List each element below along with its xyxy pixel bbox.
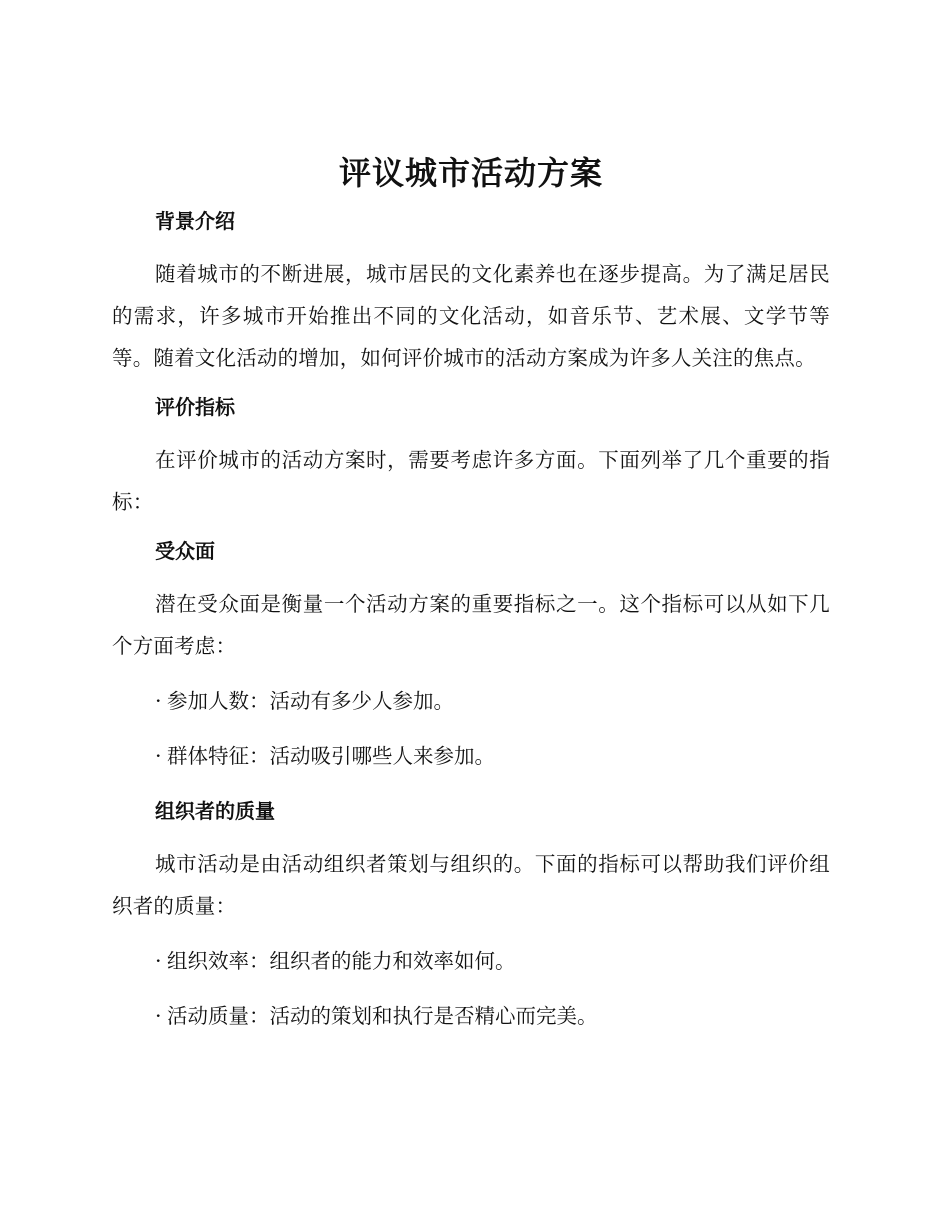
list-item	[112, 1002, 830, 1030]
section-heading-criteria: 评价指标	[155, 395, 235, 419]
list-item-text: 活动质量：活动的策划和执行是否精心而完美。	[167, 1004, 598, 1028]
bullet-icon: ·	[155, 1004, 162, 1028]
section-heading-organizer: 组织者的质量	[155, 799, 275, 823]
section-heading-background: 背景介绍	[155, 209, 235, 233]
list-item	[112, 947, 830, 975]
bullet-icon: ·	[155, 689, 162, 713]
list-item-text: 参加人数：活动有多少人参加。	[167, 689, 454, 713]
document-title: 评议城市活动方案	[338, 154, 603, 192]
section-paragraph-organizer: 城市活动是由活动组织者策划与组织的。下面的指标可以帮助我们评价组织者的质量：	[112, 852, 830, 918]
document-page	[112, 148, 830, 1030]
bullet-icon: ·	[155, 744, 162, 768]
list-item	[112, 742, 830, 770]
section-heading-audience: 受众面	[155, 539, 215, 563]
section-paragraph-criteria: 在评价城市的活动方案时，需要考虑许多方面。下面列举了几个重要的指标：	[112, 448, 830, 514]
bullet-icon: ·	[155, 949, 162, 973]
section-paragraph-audience: 潜在受众面是衡量一个活动方案的重要指标之一。这个指标可以从如下几个方面考虑：	[112, 592, 830, 658]
list-item-text: 组织效率：组织者的能力和效率如何。	[167, 949, 516, 973]
list-item-text: 群体特征：活动吸引哪些人来参加。	[167, 744, 495, 768]
list-item	[112, 687, 830, 715]
section-paragraph-background: 随着城市的不断进展，城市居民的文化素养也在逐步提高。为了满足居民的需求，许多城市开始推出不同的文化活动，如音乐节、艺术展、文学节等等。随着文化活动的增加，如何评价城市的活动方案成为许多人关注的焦点。	[112, 262, 830, 370]
